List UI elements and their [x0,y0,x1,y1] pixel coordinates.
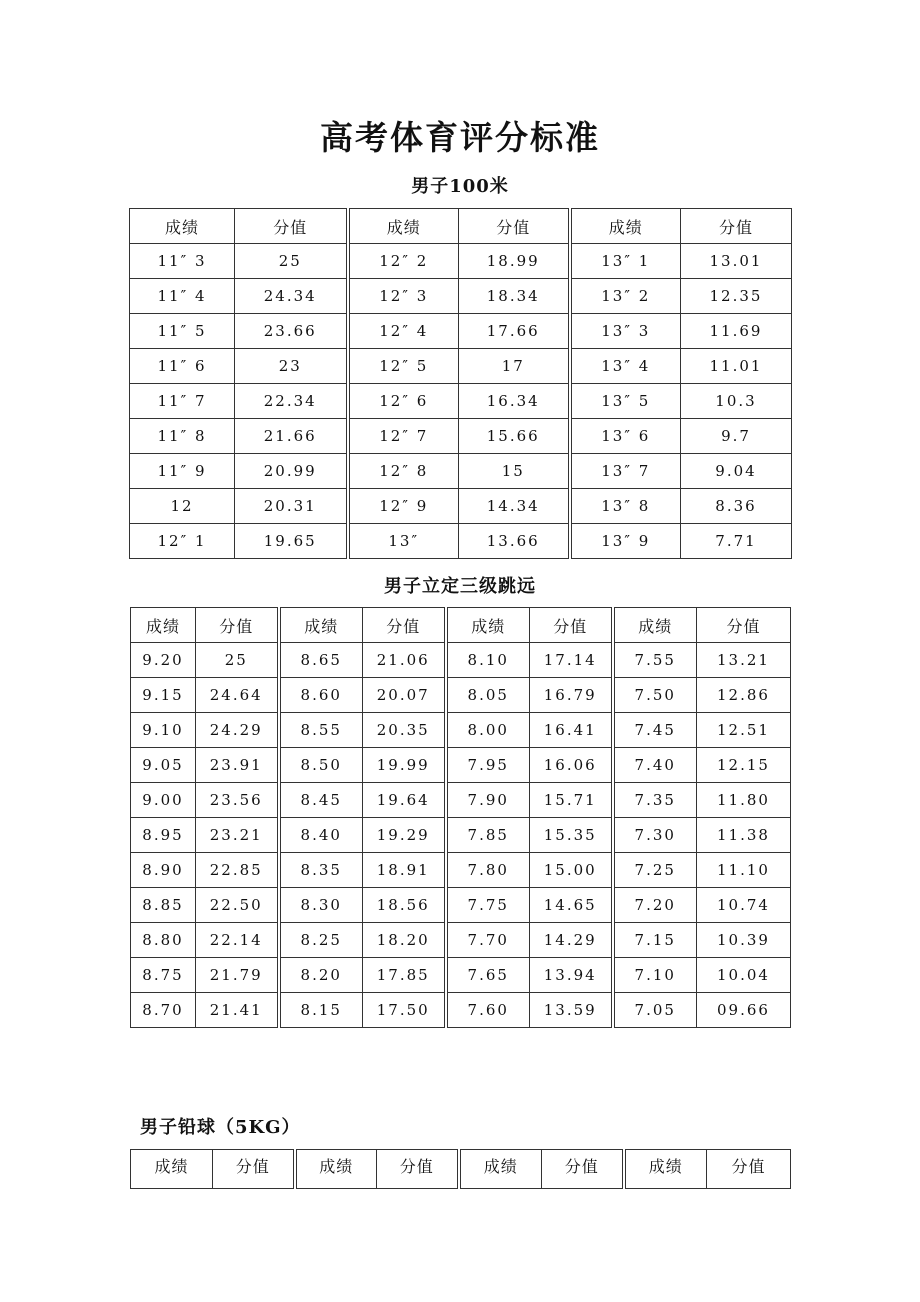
score-cell: 7.05 [613,993,697,1028]
value-cell: 19.64 [363,783,446,818]
score-cell: 7.10 [613,958,697,993]
value-cell: 23.21 [196,818,279,853]
score-cell: 7.80 [446,853,530,888]
header-row [130,209,792,244]
score-cell: 8.90 [131,853,196,888]
value-cell: 10.39 [697,923,791,958]
value-cell: 18.91 [363,853,446,888]
value-cell: 17.14 [530,643,613,678]
score-cell: 7.25 [613,853,697,888]
table-row [130,454,792,489]
table-100m [129,208,792,559]
header-value: 分值 [542,1150,624,1189]
table-row [130,349,792,384]
score-cell: 11″ 8 [130,419,235,454]
value-cell: 16.06 [530,748,613,783]
value-cell: 16.79 [530,678,613,713]
score-cell: 7.60 [446,993,530,1028]
header-value: 分值 [213,1150,295,1189]
table-row [131,678,791,713]
value-cell: 13.21 [697,643,791,678]
value-cell: 15.00 [530,853,613,888]
score-cell: 7.15 [613,923,697,958]
score-cell: 13″ [348,524,459,559]
score-cell: 8.50 [279,748,363,783]
score-cell: 13″ 5 [570,384,681,419]
score-cell: 12″ 6 [348,384,459,419]
value-cell: 14.34 [459,489,570,524]
value-cell: 13.66 [459,524,570,559]
score-cell: 8.65 [279,643,363,678]
value-cell: 17 [459,349,570,384]
score-cell: 13″ 3 [570,314,681,349]
score-cell: 12 [130,489,235,524]
page-title: 高考体育评分标准 [320,118,600,157]
score-cell: 12″ 9 [348,489,459,524]
score-cell: 9.00 [131,783,196,818]
value-cell: 19.29 [363,818,446,853]
table-row [130,244,792,279]
value-cell: 22.34 [235,384,348,419]
score-cell: 8.80 [131,923,196,958]
table-row [131,993,791,1028]
value-cell: 13.94 [530,958,613,993]
value-cell: 23.66 [235,314,348,349]
table-row [131,818,791,853]
score-cell: 9.10 [131,713,196,748]
score-cell: 11″ 6 [130,349,235,384]
score-cell: 8.55 [279,713,363,748]
value-cell: 20.35 [363,713,446,748]
header-score: 成绩 [279,608,363,643]
score-cell: 13″ 1 [570,244,681,279]
value-cell: 8.36 [681,489,792,524]
value-cell: 24.64 [196,678,279,713]
value-cell: 22.85 [196,853,279,888]
score-cell: 7.35 [613,783,697,818]
score-cell: 8.20 [279,958,363,993]
value-cell: 13.01 [681,244,792,279]
score-cell: 12″ 1 [130,524,235,559]
value-cell: 23.56 [196,783,279,818]
value-cell: 10.3 [681,384,792,419]
value-cell: 14.65 [530,888,613,923]
header-score: 成绩 [570,209,681,244]
score-cell: 13″ 7 [570,454,681,489]
score-cell: 9.15 [131,678,196,713]
value-cell: 21.79 [196,958,279,993]
section-title-jump: 男子立定三级跳远 [384,576,536,597]
header-score: 成绩 [295,1150,377,1189]
score-cell: 7.75 [446,888,530,923]
header-score: 成绩 [130,209,235,244]
score-cell: 9.20 [131,643,196,678]
score-cell: 12″ 2 [348,244,459,279]
value-cell: 15.66 [459,419,570,454]
score-cell: 13″ 9 [570,524,681,559]
value-cell: 11.38 [697,818,791,853]
header-score: 成绩 [348,209,459,244]
score-cell: 7.45 [613,713,697,748]
value-cell: 12.35 [681,279,792,314]
score-cell: 11″ 3 [130,244,235,279]
table-shotput [130,1149,791,1189]
value-cell: 09.66 [697,993,791,1028]
score-cell: 13″ 8 [570,489,681,524]
score-cell: 7.40 [613,748,697,783]
table-row [131,748,791,783]
score-cell: 12″ 3 [348,279,459,314]
value-cell: 17.66 [459,314,570,349]
value-cell: 12.15 [697,748,791,783]
value-cell: 16.34 [459,384,570,419]
score-cell: 11″ 5 [130,314,235,349]
header-value: 分值 [707,1150,791,1189]
score-cell: 8.60 [279,678,363,713]
header-value: 分值 [196,608,279,643]
value-cell: 21.41 [196,993,279,1028]
score-cell: 7.65 [446,958,530,993]
score-cell: 7.70 [446,923,530,958]
header-score: 成绩 [459,1150,542,1189]
header-value: 分值 [530,608,613,643]
value-cell: 16.41 [530,713,613,748]
score-cell: 8.05 [446,678,530,713]
header-score: 成绩 [624,1150,707,1189]
value-cell: 23.91 [196,748,279,783]
value-cell: 24.34 [235,279,348,314]
value-cell: 13.59 [530,993,613,1028]
header-score: 成绩 [446,608,530,643]
value-cell: 11.10 [697,853,791,888]
header-value: 分值 [235,209,348,244]
score-cell: 8.10 [446,643,530,678]
score-cell: 11″ 4 [130,279,235,314]
header-score: 成绩 [613,608,697,643]
score-cell: 12″ 8 [348,454,459,489]
value-cell: 24.29 [196,713,279,748]
section-title-shotput: 男子铅球（5KG） [140,1117,301,1138]
score-cell: 11″ 7 [130,384,235,419]
table-row [130,419,792,454]
table-row [131,853,791,888]
score-cell: 8.40 [279,818,363,853]
header-value: 分值 [363,608,446,643]
score-cell: 11″ 9 [130,454,235,489]
score-cell: 7.55 [613,643,697,678]
table-row [131,713,791,748]
header-value: 分值 [697,608,791,643]
value-cell: 22.14 [196,923,279,958]
value-cell: 18.56 [363,888,446,923]
header-row [131,608,791,643]
value-cell: 12.51 [697,713,791,748]
section-title-100m: 男子100米 [411,176,509,197]
score-cell: 8.85 [131,888,196,923]
table-row [130,384,792,419]
table-row [130,314,792,349]
score-cell: 8.35 [279,853,363,888]
score-cell: 13″ 6 [570,419,681,454]
header-value: 分值 [459,209,570,244]
value-cell: 21.66 [235,419,348,454]
value-cell: 17.50 [363,993,446,1028]
value-cell: 15.71 [530,783,613,818]
value-cell: 19.99 [363,748,446,783]
score-cell: 8.75 [131,958,196,993]
header-row [131,1150,791,1189]
table-row [131,958,791,993]
value-cell: 20.99 [235,454,348,489]
score-cell: 7.50 [613,678,697,713]
score-cell: 8.25 [279,923,363,958]
score-cell: 7.90 [446,783,530,818]
value-cell: 12.86 [697,678,791,713]
table-row [131,783,791,818]
value-cell: 23 [235,349,348,384]
score-cell: 8.45 [279,783,363,818]
score-cell: 7.30 [613,818,697,853]
score-cell: 9.05 [131,748,196,783]
table-row [131,923,791,958]
header-score: 成绩 [131,608,196,643]
value-cell: 9.04 [681,454,792,489]
score-cell: 7.20 [613,888,697,923]
value-cell: 18.20 [363,923,446,958]
value-cell: 15 [459,454,570,489]
value-cell: 18.99 [459,244,570,279]
value-cell: 11.80 [697,783,791,818]
value-cell: 7.71 [681,524,792,559]
score-cell: 8.95 [131,818,196,853]
table-row [130,524,792,559]
table-row [131,643,791,678]
value-cell: 20.31 [235,489,348,524]
score-cell: 8.70 [131,993,196,1028]
value-cell: 11.69 [681,314,792,349]
score-cell: 12″ 7 [348,419,459,454]
score-cell: 13″ 2 [570,279,681,314]
value-cell: 17.85 [363,958,446,993]
value-cell: 10.74 [697,888,791,923]
value-cell: 18.34 [459,279,570,314]
score-cell: 8.00 [446,713,530,748]
value-cell: 15.35 [530,818,613,853]
value-cell: 9.7 [681,419,792,454]
score-cell: 8.30 [279,888,363,923]
value-cell: 21.06 [363,643,446,678]
value-cell: 11.01 [681,349,792,384]
score-cell: 7.85 [446,818,530,853]
value-cell: 10.04 [697,958,791,993]
table-row [131,888,791,923]
value-cell: 22.50 [196,888,279,923]
table-row [130,279,792,314]
value-cell: 14.29 [530,923,613,958]
score-cell: 12″ 5 [348,349,459,384]
value-cell: 20.07 [363,678,446,713]
score-cell: 7.95 [446,748,530,783]
score-cell: 8.15 [279,993,363,1028]
table-row [130,489,792,524]
score-cell: 12″ 4 [348,314,459,349]
table-triple-jump [130,607,791,1028]
header-value: 分值 [377,1150,459,1189]
value-cell: 19.65 [235,524,348,559]
header-value: 分值 [681,209,792,244]
value-cell: 25 [235,244,348,279]
value-cell: 25 [196,643,279,678]
score-cell: 13″ 4 [570,349,681,384]
header-score: 成绩 [131,1150,213,1189]
